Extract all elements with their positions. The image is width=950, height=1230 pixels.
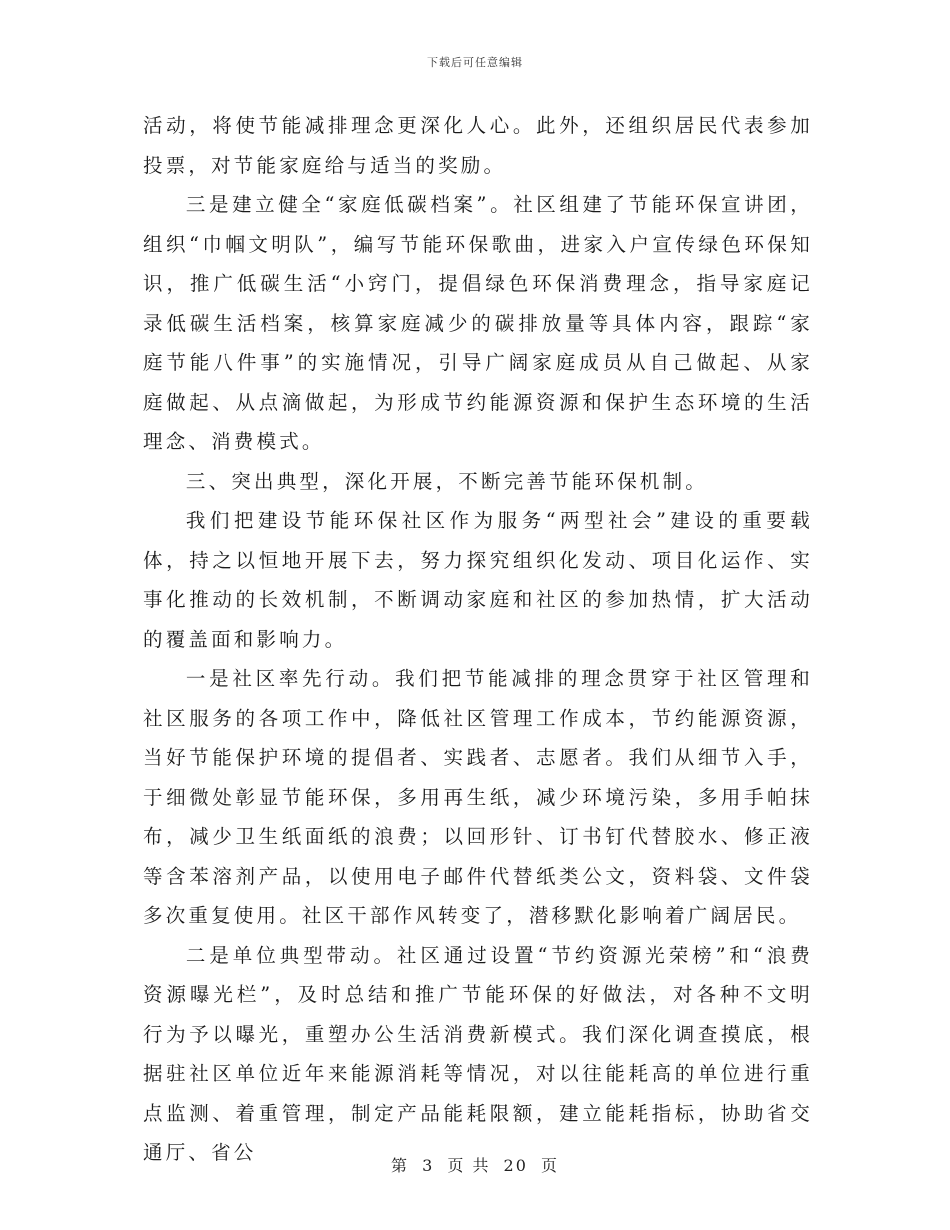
paragraph: 一是社区率先行动。我们把节能减排的理念贯穿于社区管理和社区服务的各项工作中，降低社区管理工作成本，节约能源资源，当好节能保护环境的提倡者、实践者、志愿者。我们从细节入手，于细微处彰显节能环保，多用再生纸，减少环境污染，多用手帕抹布，减少卫生纸面纸的浪费；以回形针、订书钉代替胶水、修正液等含苯溶剂产品，以使用电子邮件代替纸类公文，资料袋、文件袋多次重复使用。社区干部作风转变了，潜移默化影响着广阔居民。 (143, 667, 813, 927)
page-header-note: 下载后可任意编辑 (427, 56, 523, 69)
paragraph: 三是建立健全“家庭低碳档案”。社区组建了节能环保宣讲团，组织“巾帼文明队”，编写节能环保歌曲，进家入户宣传绿色环保知识，推广低碳生活“小窍门，提倡绿色环保消费理念，指导家庭记录低碳生活档案，核算家庭减少的碳排放量等具体内容，跟踪“家庭节能八件事”的实施情况，引导广阔家庭成员从自己做起、从家庭做起、从点滴做起，为形成节约能源资源和保护生态环境的生活理念、消费模式。 (143, 193, 813, 453)
paragraph: 活动，将使节能减排理念更深化人心。此外，还组织居民代表参加投票，对节能家庭给与适当的奖励。 (143, 114, 813, 177)
total-page-count: 20 (503, 1156, 528, 1175)
footer-suffix: 页 (541, 1156, 560, 1175)
paragraph: 我们把建设节能环保社区作为服务“两型社会”建设的重要载体，持之以恒地开展下去，努力探究组织化发动、项目化运作、实事化推动的长效机制，不断调动家庭和社区的参加热情，扩大活动的覆盖面和影响力。 (143, 509, 813, 651)
footer-prefix: 第 (390, 1156, 409, 1175)
paragraph: 二是单位典型带动。社区通过设置“节约资源光荣榜”和“浪费资源曝光栏”，及时总结和推广节能环保的好做法，对各种不文明行为予以曝光，重塑办公生活消费新模式。我们深化调查摸底，根据驻社区单位近年来能源消耗等情况，对以往能耗高的单位进行重点监测、着重管理，制定产品能耗限额，建立能耗指标，协助省交通厅、省公 (143, 943, 813, 1164)
paragraph-heading: 三、突出典型，深化开展，不断完善节能环保机制。 (185, 469, 708, 493)
footer-middle: 页 共 (447, 1156, 491, 1175)
current-page-number: 3 (422, 1156, 435, 1175)
document-body (143, 106, 813, 1173)
page-footer (0, 1153, 950, 1176)
